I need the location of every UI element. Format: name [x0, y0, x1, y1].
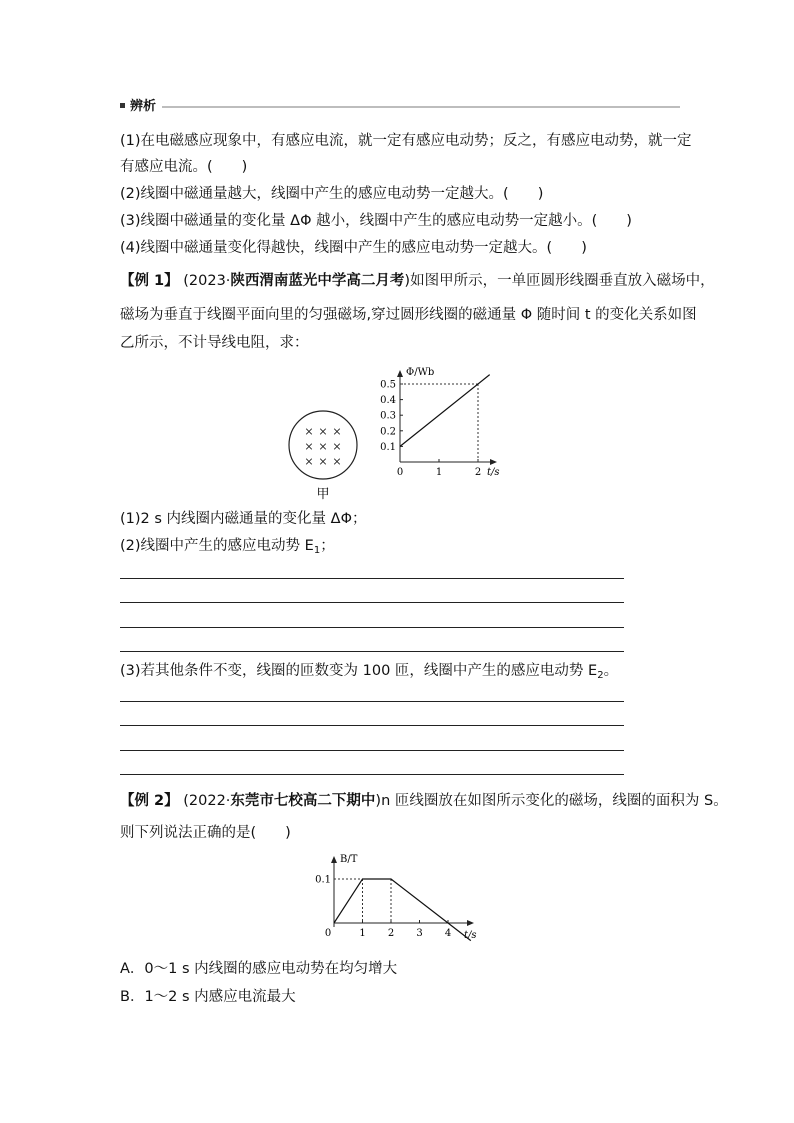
example2-tag: 【例 2】 [120, 793, 179, 809]
discrimination-item-1-line2: 有感应电流。( ) [120, 159, 248, 175]
square-bullet-icon [120, 103, 125, 108]
example2-source: 东莞市七校高二下期中 [230, 793, 376, 809]
x-tick-label: 0 [324, 928, 332, 939]
y-tick-label: 0.5 [380, 379, 396, 391]
x-axis-label: t/s [487, 467, 500, 478]
example1-line2: 磁场为垂直于线圈平面向里的匀强磁场,穿过圆形线圈的磁通量 Φ 随时间 t 的变化关系如图 [120, 307, 697, 323]
flux-series-line [400, 375, 490, 447]
q3-text: (3)若其他条件不变，线圈的匝数变为 100 匝，线圈中产生的感应电动势 E [120, 663, 598, 679]
x-tick-label: 2 [474, 467, 482, 478]
x-axis-arrow [467, 920, 474, 926]
y-axis-arrow [397, 370, 403, 377]
answer-line [120, 774, 624, 775]
x-tick-label: 2 [387, 928, 395, 939]
answer-line [120, 750, 624, 751]
example2-option-b: B．1～2 s 内感应电流最大 [120, 989, 296, 1005]
section-header-text: 辨析 [130, 99, 157, 114]
field-cross-mark: × [304, 455, 314, 468]
q3-end: 。 [603, 663, 619, 679]
y-tick-label: 0.1 [380, 441, 396, 453]
x-tick-label: 1 [435, 467, 443, 478]
answer-line [120, 725, 624, 726]
field-cross-mark: × [332, 455, 342, 468]
answer-line [120, 701, 624, 702]
figure-jia [285, 405, 365, 505]
answer-line [120, 651, 624, 652]
example1-source-pre: (2023· [183, 273, 231, 289]
field-cross-mark: × [318, 425, 328, 438]
example1-q1: (1)2 s 内线圈内磁通量的变化量 ΔΦ； [120, 511, 367, 527]
discrimination-item-4: (4)线圈中磁通量变化得越快，线圈中产生的感应电动势一定越大。( ) [120, 240, 587, 256]
example2-source-post: )n 匝线圈放在如图所示变化的磁场，线圈的面积为 S。 [375, 793, 728, 809]
field-cross-mark: × [332, 440, 342, 453]
y-tick-label: 0.2 [380, 426, 396, 438]
example1-source: 陕西渭南蓝光中学高二月考 [230, 273, 405, 289]
x-axis-arrow [490, 459, 497, 465]
y-axis-arrow [331, 856, 337, 863]
discrimination-item-3: (3)线圈中磁通量的变化量 ΔΦ 越小，线圈中产生的感应电动势一定越小。( ) [120, 213, 632, 229]
y-axis-label: B/T [340, 854, 358, 865]
q3-subscript: 2 [597, 670, 604, 681]
q2-subscript: 1 [313, 545, 321, 556]
answer-line [120, 602, 624, 603]
example1-tag: 【例 1】 [120, 273, 179, 289]
example1-source-post: )如图甲所示，一单匝圆形线圈垂直放入磁场中， [404, 273, 715, 289]
example1-line1 [120, 270, 715, 292]
field-cross-mark: × [318, 440, 328, 453]
b-t-chart [312, 852, 490, 950]
example2-line1 [120, 790, 728, 812]
x-tick-label: 4 [444, 928, 452, 939]
example2-source-pre: (2022· [183, 793, 231, 809]
example1-q3 [120, 660, 618, 687]
field-cross-mark: × [332, 425, 342, 438]
q2-text: (2)线圈中产生的感应电动势 E [120, 538, 314, 554]
figure-jia-label: 甲 [316, 487, 330, 502]
figure-yi-chart [375, 362, 510, 502]
example2-line2: 则下列说法正确的是( ) [120, 825, 291, 841]
example1-line3: 乙所示，不计导线电阻，求： [120, 335, 309, 351]
example2-option-a: A．0～1 s 内线圈的感应电动势在均匀增大 [120, 961, 398, 977]
field-cross-mark: × [304, 440, 314, 453]
section-divider [120, 106, 680, 108]
field-cross-mark: × [318, 455, 328, 468]
x-axis-label: t/s [464, 930, 477, 941]
section-header [120, 98, 162, 116]
x-tick-label: 1 [359, 928, 366, 939]
x-tick-label: 0 [396, 467, 404, 478]
y-tick-label: 0.4 [380, 395, 396, 407]
answer-line [120, 627, 624, 628]
y-tick-label: 0.3 [380, 410, 396, 422]
answer-line [120, 578, 624, 579]
discrimination-item-2: (2)线圈中磁通量越大，线圈中产生的感应电动势一定越大。( ) [120, 186, 544, 202]
q2-end: ； [320, 538, 335, 554]
discrimination-item-1-line1: (1)在电磁感应现象中，有感应电流，就一定有感应电动势；反之，有感应电动势，就一定 [120, 133, 692, 149]
example1-q2 [120, 535, 335, 562]
y-tick-label: 0.1 [315, 874, 331, 886]
field-cross-mark: × [304, 425, 314, 438]
x-tick-label: 3 [416, 928, 423, 939]
y-axis-label: Φ/Wb [406, 367, 435, 378]
